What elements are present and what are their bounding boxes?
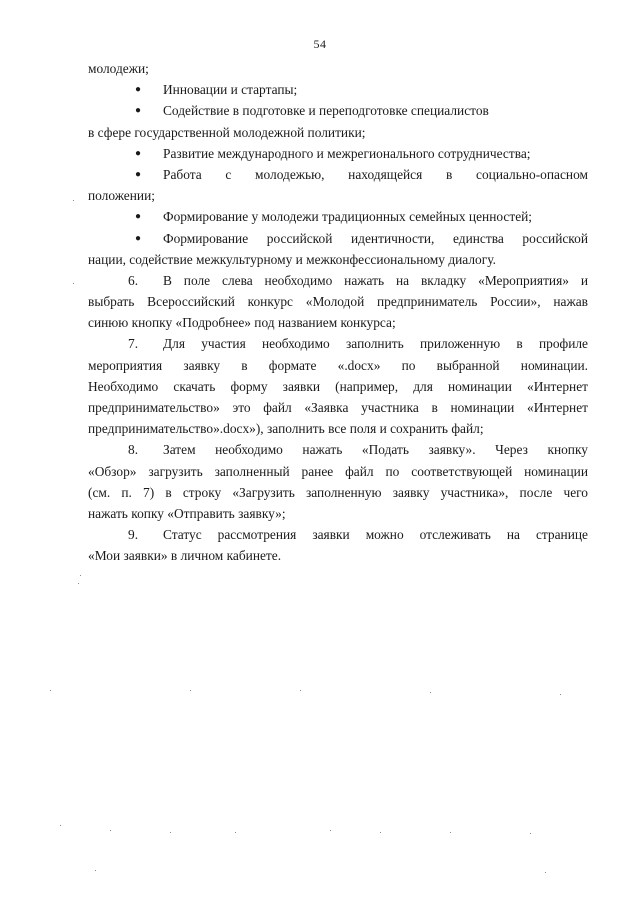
list-item xyxy=(88,164,588,185)
numbered-paragraph xyxy=(88,270,588,291)
list-item xyxy=(88,206,588,227)
scan-speck xyxy=(380,832,381,833)
bullet-icon: ● xyxy=(135,211,142,223)
list-item-text: Формирование российской идентичности, единства российской xyxy=(163,230,588,246)
page-number: 54 xyxy=(313,37,327,51)
text-line: «Обзор» загрузить заполненный ранее файл по соответствующей номинации xyxy=(88,463,588,479)
scan-speck xyxy=(190,690,191,691)
paragraph-text: Затем необходимо нажать «Подать заявку». Через кнопку xyxy=(163,442,588,458)
bullet-icon: ● xyxy=(135,84,142,96)
scan-speck xyxy=(80,575,81,576)
list-item-text: Формирование у молодежи традиционных семейных ценностей; xyxy=(163,209,533,225)
scan-speck xyxy=(430,692,431,693)
scan-speck xyxy=(450,832,451,833)
item-number: 7. xyxy=(128,336,139,352)
text-line: предпринимательство» это файл «Заявка участника в номинации «Интернет xyxy=(88,400,588,415)
list-item-text: Инновации и стартапы; xyxy=(163,82,298,98)
scan-speck xyxy=(73,200,74,201)
document-body xyxy=(88,58,588,567)
bullet-icon: ● xyxy=(135,232,142,244)
bullet-icon: ● xyxy=(135,105,142,117)
paragraph-text: Для участия необходимо заполнить приложенную в профиле xyxy=(163,336,588,352)
list-item-text: Содействие в подготовке и переподготовке специалистов xyxy=(163,103,489,119)
text-line: положении; xyxy=(88,188,155,204)
bullet-icon: ● xyxy=(135,168,142,180)
item-number: 8. xyxy=(128,442,139,458)
item-number: 6. xyxy=(128,272,139,288)
text-line: «Мои заявки» в личном кабинете. xyxy=(88,548,282,564)
text-line: в сфере государственной молодежной политики; xyxy=(88,124,366,140)
scan-speck xyxy=(330,830,331,831)
list-item xyxy=(88,228,588,249)
scan-speck xyxy=(95,870,96,871)
scan-speck xyxy=(560,694,561,695)
scan-speck xyxy=(73,283,74,284)
text-line: молодежи; xyxy=(88,61,149,76)
text-line: синюю кнопку «Подробнее» под названием конкурса; xyxy=(88,315,396,331)
scan-speck xyxy=(170,832,171,833)
text-line: (см. п. 7) в строку «Загрузить заполненную заявку участника», после чего xyxy=(88,484,588,500)
scan-speck xyxy=(60,825,61,826)
text-line: выбрать Всероссийский конкурс «Молодой предприниматель России», нажав xyxy=(88,294,588,310)
numbered-paragraph xyxy=(88,333,588,354)
scan-speck xyxy=(545,872,546,873)
bullet-icon: ● xyxy=(135,147,142,159)
numbered-paragraph xyxy=(88,524,588,545)
scan-speck xyxy=(300,690,301,691)
scan-speck xyxy=(78,583,79,584)
numbered-paragraph xyxy=(88,439,588,460)
scan-speck xyxy=(235,832,236,833)
scan-speck xyxy=(530,833,531,834)
paragraph-text: В поле слева необходимо нажать на вкладку «Мероприятия» и xyxy=(163,272,588,288)
text-line: нации, содействие межкультурному и межконфессиональному диалогу. xyxy=(88,251,496,267)
scan-speck xyxy=(50,690,51,691)
paragraph-text: Статус рассмотрения заявки можно отслеживать на странице xyxy=(163,527,588,543)
text-line: предпринимательство».docx»), заполнить все поля и сохранить файл; xyxy=(88,421,484,437)
scan-speck xyxy=(110,830,111,831)
text-line: Необходимо скачать форму заявки (например, для номинации «Интернет xyxy=(88,378,588,394)
list-item xyxy=(88,79,588,100)
list-item xyxy=(88,100,588,121)
list-item xyxy=(88,143,588,164)
item-number: 9. xyxy=(128,527,139,543)
text-line: нажать копку «Отправить заявку»; xyxy=(88,505,286,521)
list-item-text: Развитие международного и межрегионального сотрудничества; xyxy=(163,145,531,161)
list-item-text: Работа с молодежью, находящейся в социально-опасном xyxy=(163,166,588,182)
text-line: мероприятия заявку в формате «.docx» по выбранной номинации. xyxy=(88,357,588,373)
